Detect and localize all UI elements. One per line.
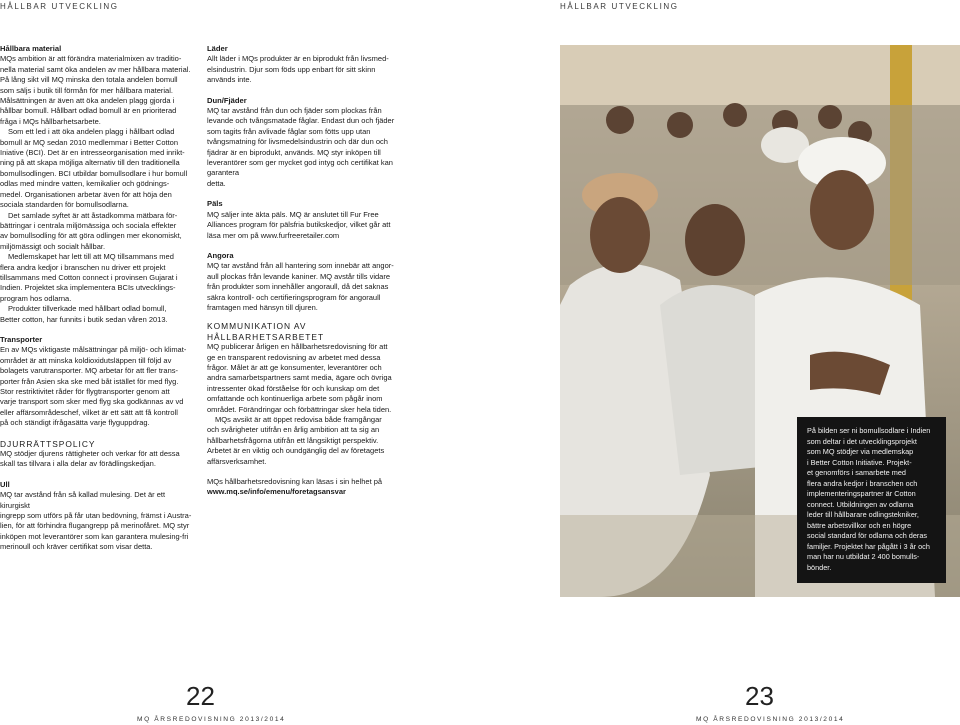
paragraph-5: Medlemskapet har lett till att MQ tillsammans med flera andra kedjor i branschen nu driver ett projekt tillsammans med Cotton connect i provinsen Gujarat i Indien. Projektet ska implementera BCIs utvecklings- program hos odlarna.	[0, 252, 178, 303]
heading-ull: Ull	[0, 479, 10, 489]
paragraph-lader: Allt läder i MQs produkter är en biprodukt från livsmed- elsindustrin. Djur som föds upp enbart för sitt skinn används inte.	[207, 54, 389, 85]
paragraph-1: MQs ambition är att förändra materialmixen av traditio- nella material samt öka andelen av mer hållbara material. På lång sikt vill MQ minska den totala andelen bomull som säljs i butik till förmån för mer hållbara material.	[0, 54, 191, 95]
running-header-right: HÅLLBAR UTVECKLING	[560, 2, 679, 11]
heading-transporter: Transporter	[0, 334, 43, 344]
footer-label-left: MQ ÅRSREDOVISNING 2013/2014	[137, 716, 286, 723]
paragraph-dun-fjader: MQ tar avstånd från dun och fjäder som plockas från levande och tvångsmatade fåglar. Endast dun och fjäder som tagits från avlivade fåglar som fötts upp utan tvångsmatning för livsmedelsindustrin och där dun och fjädrar är en biprodukt, används. MQ styr inköpen till leverantörer som ger mycket god intyg och certifikat kan garantera detta.	[207, 106, 395, 188]
paragraph-transporter: En av MQs viktigaste målsättningar på miljö- och klimat- området är att minska koldioxidutsläppen till följd av bolagets varutransporter. MQ arbetar för att fler trans- porter från Asien ska ske med båt istället för med flyg. Stor restriktivitet råder för flygtransporter genom att varje transport som sker med flyg ska godkännas av vd eller affärsområdeschef, vilket är ett sätt att få kontroll på och ständigt ifrågasätta varje flyguppdrag.	[0, 345, 187, 428]
paragraph-redovisning: MQs hållbarhetsredovisning kan läsas i sin helhet på	[207, 477, 383, 487]
heading-kommunikation: KOMMUNIKATION AV	[207, 321, 307, 332]
heading-angora: Angora	[207, 250, 234, 260]
link-foretagsansvar[interactable]: www.mq.se/info/emenu/foretagsansvar	[207, 487, 346, 497]
paragraph-kommunikation-2: MQs avsikt är att öppet redovisa både framgångar och svårigheter utifrån en årlig ambition att ta sig an hållbarhetsfrågorna utifrån ett långsiktigt perspektiv. Arbetet är en viktig och oundgänglig del av företagets affärsverksamhet.	[207, 415, 385, 466]
heading-hallbara-material: Hållbara material	[0, 44, 62, 53]
paragraph-6: Produkter tillverkade med hållbart odlad bomull, Better cotton, har funnits i butik sedan våren 2013.	[0, 304, 168, 324]
paragraph-djurratt: MQ stödjer djurens rättigheter och verkar för att dessa skall tas tillvara i alla delar av förädlingskedjan.	[0, 449, 180, 469]
paragraph-4: Det samlade syftet är att åstadkomma mätbara för- bättringar i centrala miljömässiga och sociala effekter av bomullsodling för att göra odlingen mer ekonomiskt, miljömässigt och socialt hållbar.	[0, 210, 182, 251]
paragraph-2: Målsättningen är även att öka andelen plagg gjorda i hållbar bomull. Hållbart odlad bomull är en prioriterad fråga i MQs hållbarhetsarbete.	[0, 96, 177, 126]
paragraph-3: Som ett led i att öka andelen plagg i hållbart odlad bomull är MQ sedan 2010 medlemmar i Better Cotton Iniative (BCI). Det är en intresseorganisation med inrikt- ning på att skapa möjliga alternativ till den traditionella bomullsodlingen. BCI utbildar bomullsodlare i hur bomull odlas med mindre vatten, kemikalier och gödnings- medel. Organisationen arbetar även för att höja den sociala standarden för bomullsodlarna.	[0, 127, 188, 210]
footer-label-right: MQ ÅRSREDOVISNING 2013/2014	[696, 716, 845, 723]
photo-caption: På bilden ser ni bomullsodlare i Indien som deltar i det utvecklingsprojekt som MQ stödjer via medlemskap i Better Cotton Initiative. Projekt- et genomförs i samarbete med flera andra kedjor i branschen och implementeringspartner är Cotton connect. Utbildningen av odlarna leder till hållbarare odlingstekniker, bättre arbetsvillkor och en högre social standard för odlarna och deras familjer. Projektet har pågått i 3 år och man har nu utbildat 2 400 bomulls- bönder.	[797, 417, 946, 583]
column-left	[0, 44, 196, 553]
heading-pals: Päls	[207, 199, 223, 209]
page-number-right: 23	[745, 681, 774, 711]
column-middle	[207, 44, 407, 498]
paragraph-angora: MQ tar avstånd från all hantering som innebär att angor- aull plockas från levande kaniner. MQ avstår tills vidare från produkter som innehåller angoraull, då det saknas säkra kontroll- och certifieringsprogram för angoraull framtagen med hänsyn till djuren.	[207, 261, 394, 312]
heading-djurrattspolicy: DJURRÄTTSPOLICY	[0, 438, 96, 449]
heading-dun-fjader: Dun/Fjäder	[207, 95, 247, 105]
heading-hallbarhetsarbetet: HÅLLBARHETSARBETET	[207, 331, 325, 342]
running-header-left: HÅLLBAR UTVECKLING	[0, 2, 119, 11]
page-number-left: 22	[186, 681, 215, 711]
paragraph-kommunikation-1: MQ publicerar årligen en hållbarhetsredovisning för att ge en transparent redovisning av arbetet med dessa frågor. Målet är att ge konsumenter, leverantörer och andra samarbetspartners samt media, ägare och övriga intressenter ökad förståelse för och kunskap om det omfattande och kontinuerliga arbete som pågår inom området. Förändringar och förbättringar sker hela tiden.	[207, 342, 392, 414]
paragraph-ull: MQ tar avstånd från så kallad mulesing. Det är ett kirurgiskt ingrepp som utförs på får utan bedövning, främst i Austra- lien, för att förhindra flugangrepp på merinofåret. MQ styr inköpen mot leverantörer som kan garantera mulesing-fri merinoull och kräver certifikat som visar detta.	[0, 490, 192, 552]
paragraph-pals: MQ säljer inte äkta päls. MQ är anslutet till Fur Free Alliances program för pälsfria butikskedjor, vilket går att läsa mer om på www.furfreeretailer.com	[207, 209, 391, 240]
heading-lader: Läder	[207, 44, 228, 53]
